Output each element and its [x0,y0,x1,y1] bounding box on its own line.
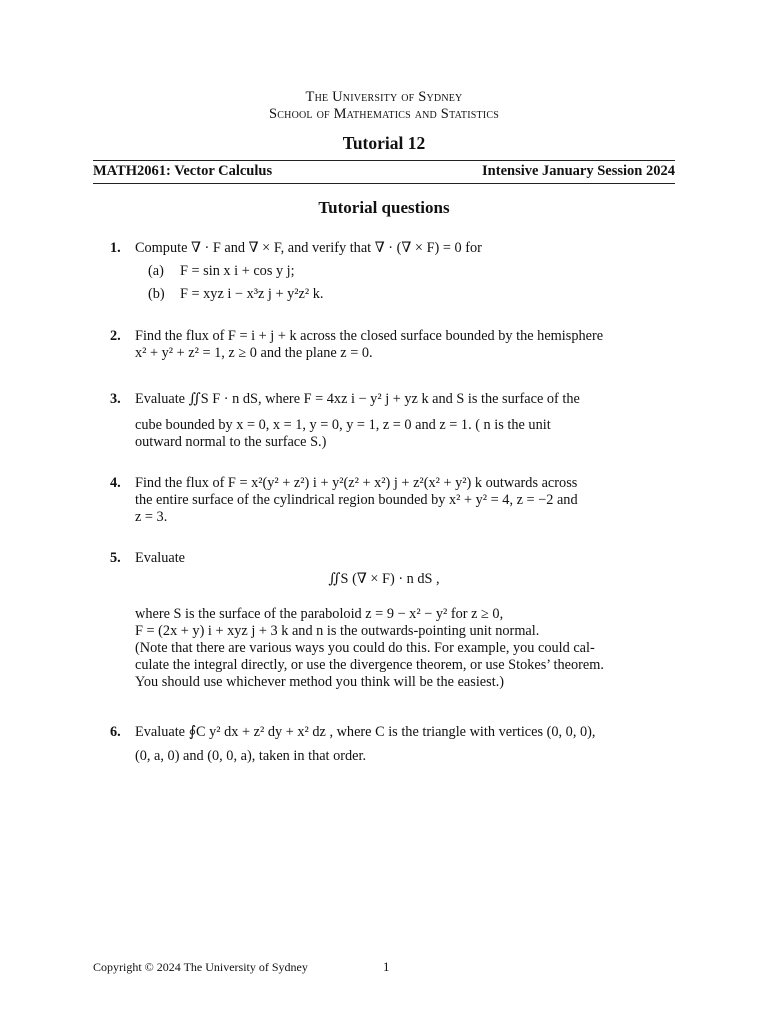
question-2-line-2: x² + y² + z² = 1, z ≥ 0 and the plane z = 0. [135,345,373,361]
question-5-line-4: culate the integral directly, or use the divergence theorem, or use Stokes’ theorem. [135,657,604,673]
question-5-number: 5. [110,550,121,566]
question-3-line-2: cube bounded by x = 0, x = 1, y = 0, y = 1, z = 0 and z = 1. ( n is the unit [135,417,551,433]
part-a-text: F = sin x i + cos y j; [180,263,295,279]
question-1-number: 1. [110,240,121,256]
top-rule [93,160,675,161]
copyright-notice: Copyright © 2024 The University of Sydney [93,960,308,974]
page-number: 1 [383,959,390,974]
question-3-number: 3. [110,391,121,407]
course-code: MATH2061: Vector Calculus [93,163,273,179]
question-3-line-1: Evaluate ∬S F · n dS, where F = 4xz i − y² j + yz k and S is the surface of the [135,391,580,407]
part-a-label: (a) [148,263,164,279]
question-4-line-2: the entire surface of the cylindrical region bounded by x² + y² = 4, z = −2 and [135,492,578,508]
question-2-number: 2. [110,328,121,344]
question-1-part-a [148,263,295,280]
question-5-line-5: You should use whichever method you think will be the easiest.) [135,674,505,690]
question-1-part-b [148,286,323,303]
course-line [93,163,675,180]
question-6-line-1: Evaluate ∮C y² dx + z² dy + x² dz , where C is the triangle with vertices (0, 0, 0), [135,724,596,740]
question-3-line-3: outward normal to the surface S.) [135,434,327,450]
question-5-line-1: where S is the surface of the paraboloid z = 9 − x² − y² for z ≥ 0, [135,606,504,622]
question-5-display-integral: ∬S (∇ × F) · n dS , [328,571,440,587]
question-6-line-2: (0, a, 0) and (0, 0, a), taken in that order. [135,748,367,764]
part-b-text: F = xyz i − x³z j + y²z² k. [180,286,324,302]
bottom-rule [93,183,675,184]
part-b-label: (b) [148,286,165,302]
question-4-number: 4. [110,475,121,491]
question-1-intro: Compute ∇ · F and ∇ × F, and verify that ∇ · (∇ × F) = 0 for [135,240,482,256]
question-4-line-1: Find the flux of F = x²(y² + z²) i + y²(z² + x²) j + z²(x² + y²) k outwards across [135,475,578,491]
session-name: Intensive January Session 2024 [482,163,675,179]
question-6-number: 6. [110,724,121,740]
page-title: Tutorial 12 [342,133,426,153]
question-2-line-1: Find the flux of F = i + j + k across the closed surface bounded by the hemisphere [135,328,604,344]
school-name: School of Mathematics and Statistics [269,106,499,122]
university-name: The University of Sydney [305,89,463,105]
question-5-intro: Evaluate [135,550,186,566]
section-title: Tutorial questions [318,198,450,217]
question-5-line-2: F = (2x + y) i + xyz j + 3 k and n is the outwards-pointing unit normal. [135,623,540,639]
question-4-line-3: z = 3. [135,509,168,525]
question-5-line-3: (Note that there are various ways you could do this. For example, you could cal- [135,640,595,656]
